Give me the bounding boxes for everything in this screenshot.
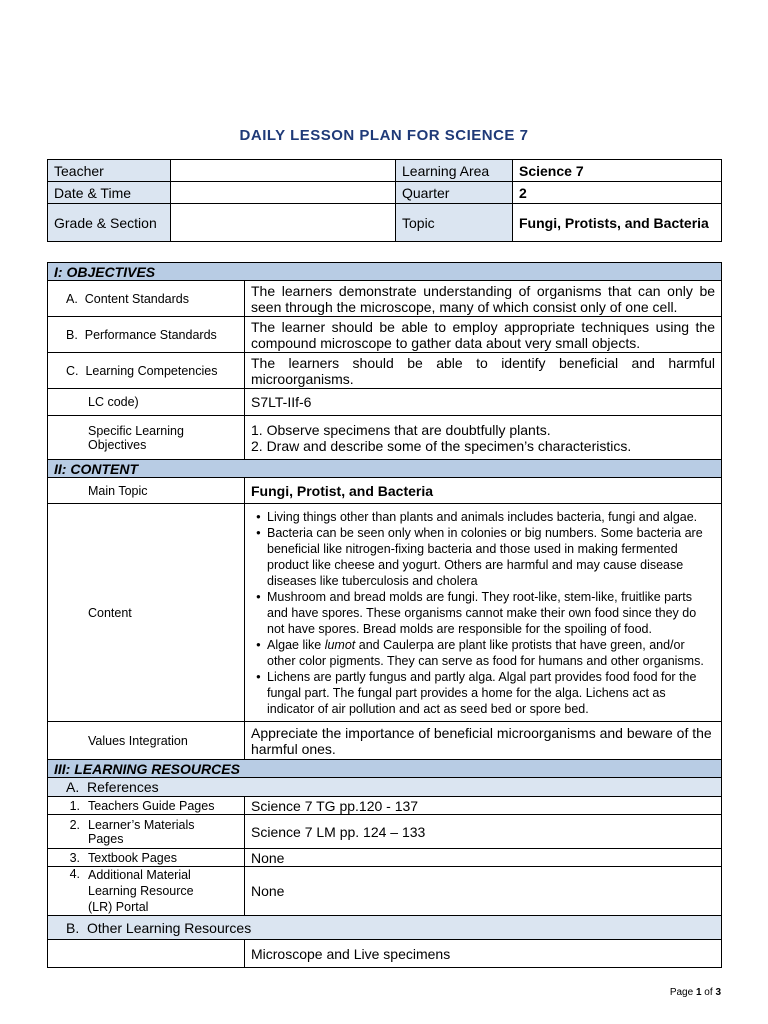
performance-standards-label: B. Performance Standards	[48, 317, 245, 353]
content-standards-label: A. Content Standards	[48, 281, 245, 317]
page-title: DAILY LESSON PLAN FOR SCIENCE 7	[239, 127, 529, 144]
reference-row-label: 4. Additional Material Learning Resource (LR) Portal	[48, 867, 245, 916]
reference-row-value: None	[245, 849, 722, 867]
learning-resources-heading: III: LEARNING RESOURCES	[48, 760, 722, 778]
reference-row-label: 2. Learner’s Materials Pages	[48, 815, 245, 849]
content-heading: II: CONTENT	[48, 460, 722, 478]
specific-objectives-value	[245, 416, 722, 460]
specific-objectives-label: Specific Learning Objectives	[48, 416, 245, 460]
content-bullet: ● Bacteria can be seen only when in colonies or big numbers. Some bacteria are beneficial like nitrogen-fixing bacteria and those used in making fermented product like cheese and yogurt. Others are harmful and may cause disease diseases like tuberculosis and cholera	[267, 525, 715, 589]
values-integration-value: Appreciate the importance of beneficial microorganisms and beware of the harmful ones.	[245, 722, 722, 760]
learning-area-value: Science 7	[513, 160, 722, 182]
grade-section-value[interactable]	[171, 204, 396, 242]
values-integration-label: Values Integration	[48, 722, 245, 760]
main-topic-value: Fungi, Protist, and Bacteria	[245, 478, 722, 504]
learning-area-label: Learning Area	[396, 160, 513, 182]
bullet-emphasis: lumot	[324, 637, 356, 652]
lesson-plan-table	[47, 262, 722, 968]
grade-section-label: Grade & Section	[48, 204, 171, 242]
objectives-heading: I: OBJECTIVES	[48, 263, 722, 281]
reference-row-label: 3. Textbook Pages	[48, 849, 245, 867]
main-topic-label: Main Topic	[48, 478, 245, 504]
learning-competencies-value: The learners should be able to identify beneficial and harmful microorganisms.	[245, 353, 722, 389]
other-resources-blank	[48, 940, 245, 968]
bullet-text: and Caulerpa are plant like protists that have green, and/or other color pigments. They can serve as food for humans and other organisms.	[267, 637, 704, 668]
reference-row-label: 1. Teachers Guide Pages	[48, 797, 245, 815]
performance-standards-value: The learner should be able to employ appropriate techniques using the compound microscope to gather data about very small objects.	[245, 317, 722, 353]
other-resources-label: B. Other Learning Resources	[48, 916, 722, 940]
references-label: A. References	[48, 778, 722, 797]
date-time-label: Date & Time	[48, 182, 171, 204]
teacher-value[interactable]	[171, 160, 396, 182]
reference-row-value: Science 7 LM pp. 124 – 133	[245, 815, 722, 849]
lc-code-label: LC code)	[48, 389, 245, 416]
header-table	[47, 159, 722, 242]
bullet-text: Algae like	[267, 637, 325, 652]
content-bullets	[245, 504, 722, 722]
topic-value: Fungi, Protists, and Bacteria	[513, 204, 722, 242]
content-bullet: ● Mushroom and bread molds are fungi. They root-like, stem-like, fruitlike parts and have spores. These organisms cannot make their own food since they do not have spores. Bread molds are responsible for the spoiling of food.	[267, 589, 715, 637]
content-label: Content	[48, 504, 245, 722]
specific-objective-2: 2. Draw and describe some of the specimen’s characteristics.	[251, 437, 632, 454]
content-bullet: ● Living things other than plants and animals includes bacteria, fungi and algae.	[267, 509, 715, 525]
other-resources-value: Microscope and Live specimens	[245, 940, 722, 968]
content-standards-value: The learners demonstrate understanding of organisms that can only be seen through the microscope, many of which consist only of one cell.	[245, 281, 722, 317]
quarter-value: 2	[513, 182, 722, 204]
specific-objective-1: 1. Observe specimens that are doubtfully plants.	[251, 421, 551, 438]
reference-row-value: Science 7 TG pp.120 - 137	[245, 797, 722, 815]
teacher-label: Teacher	[48, 160, 171, 182]
date-time-value[interactable]	[171, 182, 396, 204]
lc-code-value: S7LT-IIf-6	[245, 389, 722, 416]
content-bullet	[267, 637, 715, 669]
reference-row-value: None	[245, 867, 722, 916]
content-bullet: ● Lichens are partly fungus and partly alga. Algal part provides food food for the fungal part. The fungal part provides a home for the alga. Lichens act as indicator of air pollution and act as seed bed or spore bed.	[267, 669, 715, 717]
page-number: Page 1 of 3	[669, 987, 721, 998]
learning-competencies-label: C. Learning Competencies	[48, 353, 245, 389]
quarter-label: Quarter	[396, 182, 513, 204]
topic-label: Topic	[396, 204, 513, 242]
